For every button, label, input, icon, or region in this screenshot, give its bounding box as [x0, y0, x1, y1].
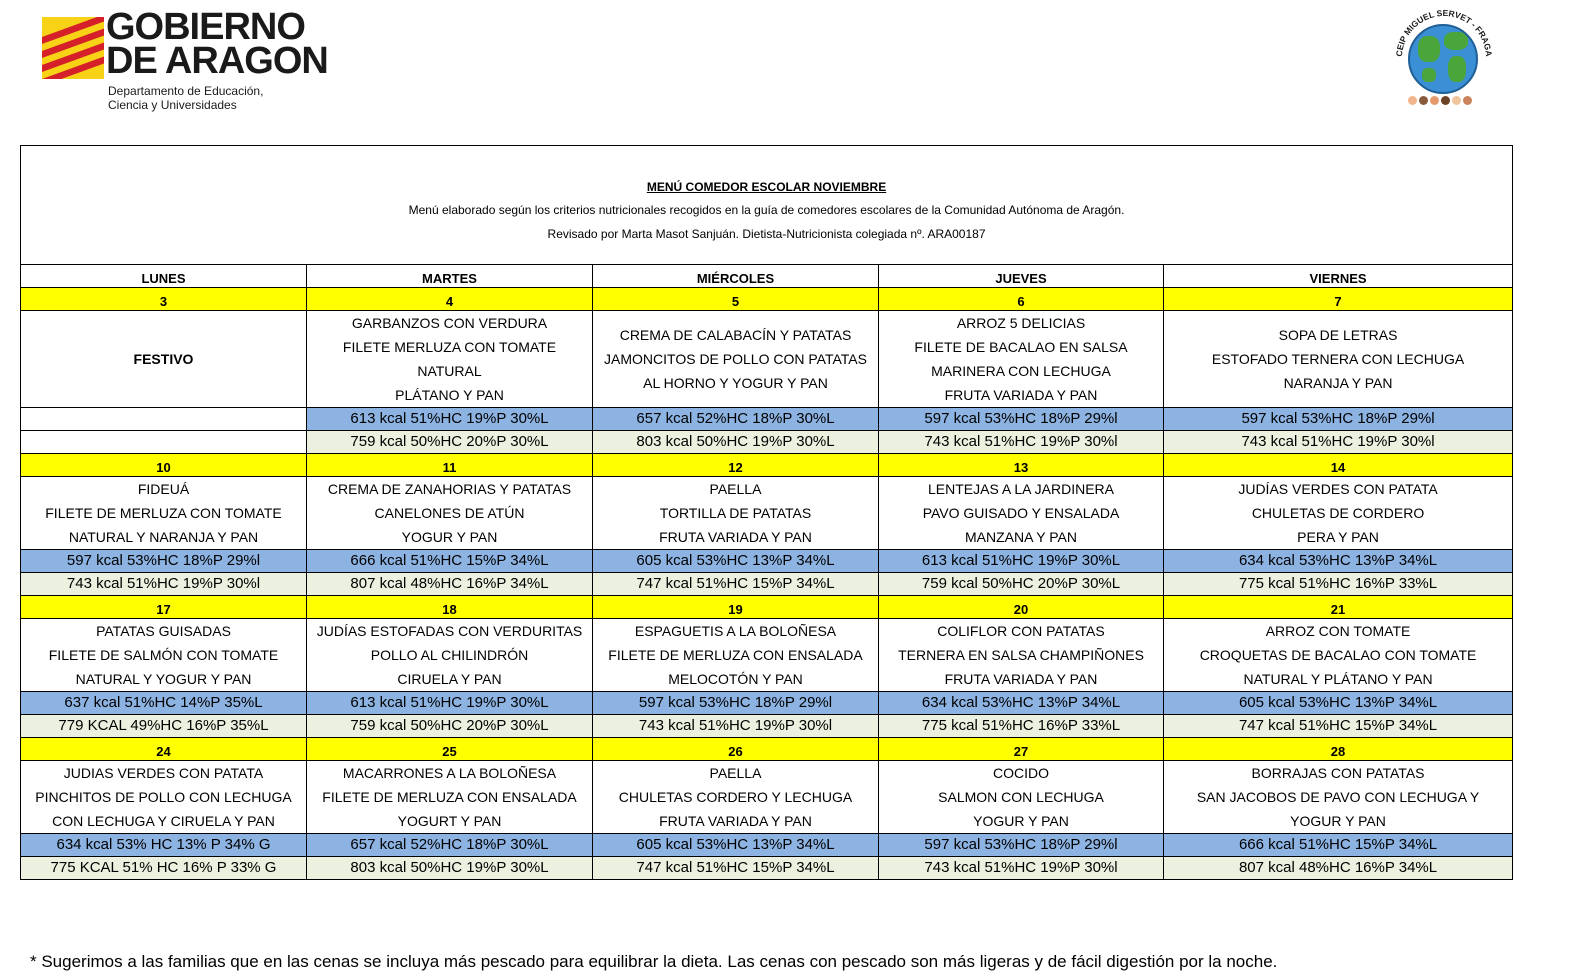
meals-row — [21, 477, 1513, 550]
meal-dish: MANZANA Y PAN — [964, 529, 1078, 545]
meal-cell — [307, 311, 593, 408]
kcal-school-row — [21, 834, 1513, 857]
kcal-cell: 605 kcal 53%HC 13%P 34%L — [593, 550, 879, 573]
meal-dish: NARANJA Y PAN — [1283, 375, 1393, 391]
date-cell: 12 — [593, 454, 879, 477]
kcal-cell: 747 kcal 51%HC 15%P 34%L — [1164, 715, 1513, 738]
meal-dish: LENTEJAS A LA JARDINERA — [928, 481, 1114, 497]
meal-dish: MACARRONES A LA BOLOÑESA — [342, 765, 557, 781]
aragon-flag-icon — [42, 17, 104, 79]
kcal-cell: 597 kcal 53%HC 18%P 29%l — [21, 550, 307, 573]
kcal-cell: 597 kcal 53%HC 18%P 29%l — [593, 692, 879, 715]
date-cell: 20 — [879, 596, 1164, 619]
meal-dish: CREMA DE CALABACÍN Y PATATAS — [619, 327, 852, 343]
meal-dish: FIDEUÁ — [137, 481, 190, 497]
meal-dish: YOGURT Y PAN — [397, 813, 502, 829]
meal-dish: FRUTA VARIADA Y PAN — [659, 529, 812, 545]
gobierno-wordmark: GOBIERNO DE ARAGON — [106, 6, 328, 82]
meal-cell — [1164, 619, 1513, 692]
kcal-cell: 634 kcal 53%HC 13%P 34%L — [1164, 550, 1513, 573]
meal-dish: ESPAGUETIS A LA BOLOÑESA — [634, 623, 837, 639]
meal-dish: AL HORNO Y YOGUR Y PAN — [643, 375, 828, 391]
meal-dish: ARROZ CON TOMATE — [1265, 623, 1411, 639]
date-cell: 28 — [1164, 738, 1513, 761]
kcal-school-row — [21, 550, 1513, 573]
menu-table — [20, 145, 1513, 880]
date-row — [21, 454, 1513, 477]
kcal-cell: 779 KCAL 49%HC 16%P 35%L — [21, 715, 307, 738]
meal-dish: PAELLA — [709, 481, 762, 497]
kcal-school-row — [21, 408, 1513, 431]
kcal-cell: 743 kcal 51%HC 19%P 30%l — [593, 715, 879, 738]
kcal-cell: 743 kcal 51%HC 19%P 30%l — [879, 431, 1164, 454]
kcal-school-row — [21, 692, 1513, 715]
kcal-cell: 597 kcal 53%HC 18%P 29%l — [879, 834, 1164, 857]
meal-dish: MARINERA CON LECHUGA — [931, 363, 1111, 379]
meal-dish: CHULETAS CORDERO Y LECHUGA — [618, 789, 853, 805]
meals-row — [21, 311, 1513, 408]
meal-dish: JAMONCITOS DE POLLO CON PATATAS — [604, 351, 867, 367]
kcal-cell: 597 kcal 53%HC 18%P 29%l — [879, 408, 1164, 431]
meal-cell — [307, 477, 593, 550]
kcal-cell: 605 kcal 53%HC 13%P 34%L — [593, 834, 879, 857]
kcal-cell: 747 kcal 51%HC 15%P 34%L — [593, 857, 879, 880]
meal-cell — [21, 477, 307, 550]
menu-reviewer: Revisado por Marta Masot Sanjuán. Dietista-Nutricionista colegiada nº. ARA00187 — [547, 227, 986, 241]
weekday-header: LUNES — [21, 265, 307, 288]
kcal-cell: 657 kcal 52%HC 18%P 30%L — [307, 834, 593, 857]
date-row — [21, 288, 1513, 311]
meal-dish: CHULETAS DE CORDERO — [1251, 505, 1425, 521]
kcal-cell — [21, 431, 307, 454]
gobierno-aragon-logo — [42, 6, 332, 118]
kcal-cell: 759 kcal 50%HC 20%P 30%L — [879, 573, 1164, 596]
meal-dish: PAVO GUISADO Y ENSALADA — [922, 505, 1120, 521]
meal-dish: JUDÍAS ESTOFADAS CON VERDURITAS — [316, 623, 583, 639]
school-logo — [1394, 6, 1494, 110]
meal-dish: COCIDO — [993, 765, 1049, 781]
meal-cell — [593, 619, 879, 692]
kcal-alt-row — [21, 715, 1513, 738]
meal-cell — [879, 311, 1164, 408]
meal-dish: FRUTA VARIADA Y PAN — [944, 671, 1098, 687]
kcal-cell: 759 kcal 50%HC 20%P 30%L — [307, 715, 593, 738]
meal-dish: POLLO AL CHILINDRÓN — [370, 647, 529, 663]
date-cell: 26 — [593, 738, 879, 761]
meal-cell — [21, 761, 307, 834]
meal-dish: SAN JACOBOS DE PAVO CON LECHUGA Y — [1196, 789, 1480, 805]
menu-subtitle: Menú elaborado según los criterios nutricionales recogidos en la guía de comedores escolares de la Comunidad Autónoma de Aragón. — [408, 203, 1125, 217]
kcal-alt-row — [21, 857, 1513, 880]
meal-cell — [1164, 477, 1513, 550]
date-cell: 5 — [593, 288, 879, 311]
meal-dish: YOGUR Y PAN — [401, 529, 498, 545]
kcal-cell: 775 kcal 51%HC 16%P 33%L — [879, 715, 1164, 738]
kcal-alt-row — [21, 573, 1513, 596]
meal-cell — [1164, 311, 1513, 408]
kcal-cell: 634 kcal 53% HC 13% P 34% G — [21, 834, 307, 857]
date-cell: 25 — [307, 738, 593, 761]
meal-dish: PATATAS GUISADAS — [96, 623, 231, 639]
date-cell: 11 — [307, 454, 593, 477]
date-cell: 19 — [593, 596, 879, 619]
meal-cell — [21, 311, 307, 408]
date-cell: 17 — [21, 596, 307, 619]
meal-dish: GARBANZOS CON VERDURA — [351, 315, 548, 331]
svg-text:CEIP MIGUEL SERVET - FRAGA: CEIP MIGUEL SERVET - FRAGA — [1394, 7, 1494, 57]
meal-dish: PLÁTANO Y PAN — [395, 387, 504, 403]
meal-cell — [1164, 761, 1513, 834]
weekday-header: MARTES — [307, 265, 593, 288]
meal-dish: FILETE DE MERLUZA CON ENSALADA — [608, 647, 863, 663]
kcal-alt-row — [21, 431, 1513, 454]
date-cell: 21 — [1164, 596, 1513, 619]
kcal-cell: 807 kcal 48%HC 16%P 34%L — [307, 573, 593, 596]
date-cell: 7 — [1164, 288, 1513, 311]
date-cell: 6 — [879, 288, 1164, 311]
kcal-cell: 613 kcal 51%HC 19%P 30%L — [307, 408, 593, 431]
meal-dish: FILETE DE MERLUZA CON TOMATE — [45, 505, 282, 521]
meal-dish: CON LECHUGA Y CIRUELA Y PAN — [52, 813, 275, 829]
meal-dish: CREMA DE ZANAHORIAS Y PATATAS — [327, 481, 572, 497]
meals-row — [21, 761, 1513, 834]
kcal-cell: 743 kcal 51%HC 19%P 30%l — [1164, 431, 1513, 454]
weekday-header: MIÉRCOLES — [593, 265, 879, 288]
meal-dish: TERNERA EN SALSA CHAMPIÑONES — [898, 647, 1144, 663]
kcal-cell: 637 kcal 51%HC 14%P 35%L — [21, 692, 307, 715]
meal-dish: CANELONES DE ATÚN — [374, 505, 525, 521]
meal-dish: SALMON CON LECHUGA — [938, 789, 1104, 805]
meal-dish: ESTOFADO TERNERA CON LECHUGA — [1211, 351, 1465, 367]
date-cell: 3 — [21, 288, 307, 311]
date-cell: 27 — [879, 738, 1164, 761]
children-faces-icon — [1408, 92, 1478, 106]
kcal-cell: 666 kcal 51%HC 15%P 34%L — [1164, 834, 1513, 857]
kcal-cell: 807 kcal 48%HC 16%P 34%L — [1164, 857, 1513, 880]
weekday-header-row — [21, 265, 1513, 288]
meal-cell — [307, 619, 593, 692]
kcal-cell: 803 kcal 50%HC 19%P 30%L — [593, 431, 879, 454]
meal-dish: MELOCOTÓN Y PAN — [668, 671, 803, 687]
meal-dish: FILETE DE BACALAO EN SALSA — [914, 339, 1128, 355]
meal-cell — [593, 311, 879, 408]
meal-dish: BORRAJAS CON PATATAS — [1251, 765, 1425, 781]
department-name: Departamento de Educación, Ciencia y Universidades — [108, 84, 264, 112]
weekday-header: VIERNES — [1164, 265, 1513, 288]
meal-dish: PERA Y PAN — [1297, 529, 1379, 545]
kcal-cell — [21, 408, 307, 431]
date-cell: 13 — [879, 454, 1164, 477]
meal-dish: ARROZ 5 DELICIAS — [956, 315, 1086, 331]
weekday-header: JUEVES — [879, 265, 1164, 288]
meal-cell — [879, 761, 1164, 834]
menu-title: MENÚ COMEDOR ESCOLAR NOVIEMBRE — [646, 180, 887, 194]
meal-dish: CROQUETAS DE BACALAO CON TOMATE — [1199, 647, 1477, 663]
date-cell: 18 — [307, 596, 593, 619]
kcal-cell: 605 kcal 53%HC 13%P 34%L — [1164, 692, 1513, 715]
kcal-cell: 666 kcal 51%HC 15%P 34%L — [307, 550, 593, 573]
footer-note: * Sugerimos a las familias que en las cenas se incluya más pescado para equilibrar la dieta. Las cenas con pescado son más ligeras y de fácil digestión por la noche. — [30, 952, 1278, 971]
date-cell: 4 — [307, 288, 593, 311]
meal-dish: FILETE DE SALMÓN CON TOMATE — [48, 647, 279, 663]
meal-dish: COLIFLOR CON PATATAS — [937, 623, 1105, 639]
meal-cell — [21, 619, 307, 692]
meal-dish: PAELLA — [709, 765, 762, 781]
meal-cell — [307, 761, 593, 834]
meal-dish: SOPA DE LETRAS — [1278, 327, 1398, 343]
meal-dish: PINCHITOS DE POLLO CON LECHUGA — [35, 789, 292, 805]
meal-cell — [879, 619, 1164, 692]
meal-dish: JUDIAS VERDES CON PATATA — [63, 765, 264, 781]
meal-dish: FILETE DE MERLUZA CON ENSALADA — [322, 789, 577, 805]
holiday-label: FESTIVO — [133, 351, 194, 367]
kcal-cell: 747 kcal 51%HC 15%P 34%L — [593, 573, 879, 596]
kcal-cell: 634 kcal 53%HC 13%P 34%L — [879, 692, 1164, 715]
meal-dish: NATURAL — [417, 363, 482, 379]
meal-dish: FRUTA VARIADA Y PAN — [944, 387, 1098, 403]
kcal-cell: 613 kcal 51%HC 19%P 30%L — [307, 692, 593, 715]
meal-dish: NATURAL Y NARANJA Y PAN — [68, 529, 259, 545]
meal-dish: NATURAL Y PLÁTANO Y PAN — [1243, 671, 1433, 687]
meal-dish: CIRUELA Y PAN — [397, 671, 502, 687]
kcal-cell: 803 kcal 50%HC 19%P 30%L — [307, 857, 593, 880]
meal-dish: NATURAL Y YOGUR Y PAN — [75, 671, 252, 687]
kcal-cell: 743 kcal 51%HC 19%P 30%l — [879, 857, 1164, 880]
meal-dish: YOGUR Y PAN — [1290, 813, 1386, 829]
date-row — [21, 596, 1513, 619]
meal-cell — [879, 477, 1164, 550]
date-cell: 24 — [21, 738, 307, 761]
meal-dish: FILETE MERLUZA CON TOMATE — [342, 339, 557, 355]
meal-dish: FRUTA VARIADA Y PAN — [659, 813, 812, 829]
kcal-cell: 759 kcal 50%HC 20%P 30%L — [307, 431, 593, 454]
meal-dish: YOGUR Y PAN — [973, 813, 1069, 829]
kcal-cell: 657 kcal 52%HC 18%P 30%L — [593, 408, 879, 431]
meal-dish: TORTILLA DE PATATAS — [659, 505, 812, 521]
meal-cell — [593, 761, 879, 834]
kcal-cell: 775 KCAL 51% HC 16% P 33% G — [21, 857, 307, 880]
meal-dish: JUDÍAS VERDES CON PATATA — [1238, 481, 1438, 497]
kcal-cell: 613 kcal 51%HC 19%P 30%L — [879, 550, 1164, 573]
kcal-cell: 743 kcal 51%HC 19%P 30%l — [21, 573, 307, 596]
date-cell: 14 — [1164, 454, 1513, 477]
meal-cell — [593, 477, 879, 550]
globe-icon — [1408, 24, 1478, 94]
date-row — [21, 738, 1513, 761]
date-cell: 10 — [21, 454, 307, 477]
kcal-cell: 775 kcal 51%HC 16%P 33%L — [1164, 573, 1513, 596]
menu-header — [21, 146, 1513, 265]
meals-row — [21, 619, 1513, 692]
kcal-cell: 597 kcal 53%HC 18%P 29%l — [1164, 408, 1513, 431]
